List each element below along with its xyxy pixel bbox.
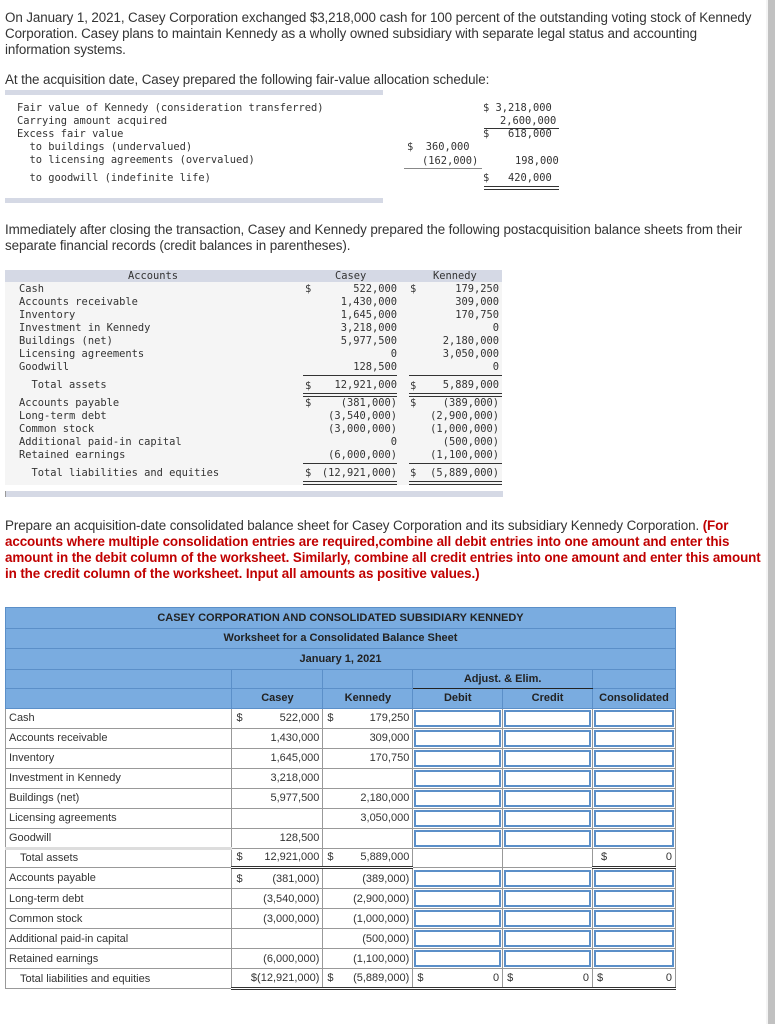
schedule-amount: $ 360,000	[407, 141, 470, 153]
investment-consolidated-input[interactable]	[594, 770, 674, 787]
row-label: Goodwill	[6, 828, 232, 848]
worksheet-row-accounts-receivable	[6, 728, 676, 748]
inventory-credit-input[interactable]	[504, 750, 591, 767]
retained-earnings-debit-input[interactable]	[414, 950, 501, 967]
row-label: Investment in Kennedy	[6, 768, 232, 788]
casey-value: (3,540,000)	[328, 410, 397, 422]
casey-value: 522,000	[353, 283, 397, 295]
schedule-label: Carrying amount acquired	[17, 115, 168, 127]
apic-credit-input[interactable]	[504, 930, 591, 947]
worksheet-row-long-term-debt	[6, 889, 676, 909]
consolidation-worksheet	[5, 607, 676, 990]
schedule-amount: 2,600,000	[500, 115, 557, 127]
licensing-consolidated-input[interactable]	[594, 810, 674, 827]
column-header-debit: Debit	[413, 689, 503, 709]
row-label: Common stock	[6, 909, 232, 929]
worksheet-row-common-stock	[6, 909, 676, 929]
worksheet-row-cash	[6, 708, 676, 728]
column-header-casey: Casey	[232, 689, 323, 709]
worksheet-row-apic	[6, 929, 676, 949]
row-label: Cash	[6, 708, 232, 728]
dollar-sign: $	[236, 851, 243, 864]
schedule-amount: (162,000)	[422, 155, 479, 167]
dollar-sign: $	[327, 712, 334, 725]
kennedy-value: (500,000)	[442, 436, 499, 448]
casey-value: 1,645,000	[340, 309, 397, 321]
total-assets-consolidated: 0	[665, 851, 672, 864]
accounts-payable-credit-input[interactable]	[504, 870, 591, 887]
schedule-amount: $ 3,218,000	[483, 102, 552, 114]
casey-value: (6,000,000)	[328, 449, 397, 461]
casey-value: $(12,921,000)	[232, 969, 323, 989]
dollar-sign: $	[305, 283, 312, 295]
kennedy-column	[410, 283, 499, 480]
casey-value: 0	[390, 348, 397, 360]
inventory-debit-input[interactable]	[414, 750, 501, 767]
dollar-sign: $	[305, 467, 312, 479]
kennedy-value: (1,100,000)	[430, 449, 499, 461]
schedule-amount: $ 618,000	[483, 128, 552, 140]
accounts-receivable-debit-input[interactable]	[414, 730, 501, 747]
buildings-consolidated-input[interactable]	[594, 790, 674, 807]
column-header-kennedy: Kennedy	[433, 270, 477, 282]
kennedy-value: (500,000)	[323, 929, 413, 949]
worksheet-row-inventory	[6, 748, 676, 768]
kennedy-value	[323, 768, 413, 788]
row-label: Accounts payable	[6, 868, 232, 889]
casey-value: 12,921,000	[264, 851, 320, 864]
worksheet-row-licensing-agreements	[6, 808, 676, 828]
inventory-consolidated-input[interactable]	[594, 750, 674, 767]
investment-debit-input[interactable]	[414, 770, 501, 787]
kennedy-value: 5,889,000	[442, 379, 499, 391]
kennedy-value: (1,100,000)	[323, 949, 413, 969]
casey-value: 5,977,500	[232, 788, 323, 808]
common-stock-credit-input[interactable]	[504, 910, 591, 927]
apic-debit-input[interactable]	[414, 930, 501, 947]
schedule-label: Fair value of Kennedy (consideration transferred)	[17, 102, 324, 114]
total-liabilities-consolidated: 0	[665, 972, 672, 985]
schedule-amount: $ 420,000	[483, 172, 552, 184]
worksheet-date: January 1, 2021	[6, 649, 676, 670]
dollar-sign: $	[410, 397, 417, 409]
accounts-payable-consolidated-input[interactable]	[594, 870, 674, 887]
casey-value: (3,540,000)	[232, 889, 323, 909]
account-label: Additional paid-in capital	[19, 436, 182, 448]
schedule-label: to goodwill (indefinite life)	[17, 172, 211, 184]
balance-sheet-intro: Immediately after closing the transaction, Casey and Kennedy prepared the following postacquisition balance sheets from their separate financial records (credit balances in parentheses).	[5, 222, 743, 253]
goodwill-consolidated-input[interactable]	[594, 830, 674, 847]
apic-consolidated-input[interactable]	[594, 930, 674, 947]
casey-value	[232, 808, 323, 828]
account-label: Long-term debt	[19, 410, 107, 422]
dollar-sign: $	[236, 872, 243, 885]
worksheet-row-accounts-payable	[6, 868, 676, 889]
casey-value: (3,000,000)	[328, 423, 397, 435]
kennedy-value: (2,900,000)	[430, 410, 499, 422]
balance-sheet-footer-bar	[5, 491, 503, 497]
casey-value: 1,430,000	[232, 728, 323, 748]
kennedy-value: 2,180,000	[442, 335, 499, 347]
adjust-elim-header: Adjust. & Elim.	[413, 669, 593, 689]
dollar-sign: $	[600, 851, 608, 864]
casey-value: 3,218,000	[232, 768, 323, 788]
worksheet-row-retained-earnings	[6, 949, 676, 969]
casey-value: (6,000,000)	[232, 949, 323, 969]
row-label: Licensing agreements	[6, 808, 232, 828]
casey-value: 0	[390, 436, 397, 448]
accounts-receivable-consolidated-input[interactable]	[594, 730, 674, 747]
cash-debit-input[interactable]	[414, 710, 501, 727]
account-label: Total liabilities and equities	[19, 467, 220, 479]
schedule-label: Excess fair value	[17, 128, 124, 140]
row-label: Total assets	[6, 848, 232, 868]
account-label: Accounts receivable	[19, 296, 138, 308]
worksheet-title: CASEY CORPORATION AND CONSOLIDATED SUBSIDIARY KENNEDY	[6, 608, 676, 629]
long-term-debt-credit-input[interactable]	[504, 890, 591, 907]
casey-value: (12,921,000)	[321, 467, 397, 479]
row-label: Long-term debt	[6, 889, 232, 909]
casey-value	[232, 929, 323, 949]
dollar-sign: $	[417, 972, 424, 985]
fair-value-schedule	[5, 90, 383, 200]
kennedy-value: 179,250	[455, 283, 499, 295]
retained-earnings-credit-input[interactable]	[504, 950, 591, 967]
column-header-consolidated: Consolidated	[592, 689, 675, 709]
licensing-credit-input[interactable]	[504, 810, 591, 827]
accounts-receivable-credit-input[interactable]	[504, 730, 591, 747]
schedule-label: to licensing agreements (overvalued)	[17, 154, 255, 166]
worksheet-row-goodwill	[6, 828, 676, 848]
dollar-sign: $	[327, 851, 334, 864]
kennedy-value: 179,250	[369, 712, 410, 725]
account-label: Total assets	[19, 379, 107, 391]
cash-credit-input[interactable]	[504, 710, 591, 727]
kennedy-value: (389,000)	[323, 868, 413, 889]
kennedy-value: (5,889,000)	[353, 972, 410, 985]
account-label: Inventory	[19, 309, 76, 321]
kennedy-value: 309,000	[455, 296, 499, 308]
row-label: Buildings (net)	[6, 788, 232, 808]
kennedy-value: (1,000,000)	[430, 423, 499, 435]
column-header-credit: Credit	[503, 689, 593, 709]
column-header-accounts: Accounts	[128, 270, 179, 282]
retained-earnings-consolidated-input[interactable]	[594, 950, 674, 967]
kennedy-value: 309,000	[323, 728, 413, 748]
kennedy-value: 170,750	[323, 748, 413, 768]
worksheet-row-total-liabilities-equities	[6, 969, 676, 989]
common-stock-debit-input[interactable]	[414, 910, 501, 927]
kennedy-value: (389,000)	[442, 397, 499, 409]
kennedy-value: 2,180,000	[323, 788, 413, 808]
task-text: Prepare an acquisition-date consolidated balance sheet for Casey Corporation and its subsidiary Kennedy Corporation.	[5, 518, 700, 533]
cash-consolidated-input[interactable]	[594, 710, 674, 727]
row-label: Accounts receivable	[6, 728, 232, 748]
casey-value: (3,000,000)	[232, 909, 323, 929]
column-header-casey: Casey	[335, 270, 367, 282]
worksheet-row-total-assets	[6, 848, 676, 868]
goodwill-debit-input[interactable]	[414, 830, 501, 847]
kennedy-value: 5,889,000	[360, 851, 410, 864]
kennedy-value: 3,050,000	[323, 808, 413, 828]
dollar-sign: $	[305, 380, 312, 392]
column-header-kennedy: Kennedy	[323, 689, 413, 709]
casey-value: (381,000)	[272, 872, 320, 885]
schedule-label: to buildings (undervalued)	[17, 141, 193, 153]
common-stock-consolidated-input[interactable]	[594, 910, 674, 927]
account-label: Retained earnings	[19, 449, 126, 461]
kennedy-value: 0	[492, 361, 499, 373]
schedule-intro: At the acquisition date, Casey prepared the following fair-value allocation schedule:	[5, 72, 490, 87]
accounts-payable-debit-input[interactable]	[414, 870, 501, 887]
worksheet-subtitle: Worksheet for a Consolidated Balance Sheet	[6, 628, 676, 649]
worksheet-row-buildings	[6, 788, 676, 808]
dollar-sign: $	[507, 972, 514, 985]
kennedy-value: (2,900,000)	[323, 889, 413, 909]
task-instruction: (For accounts where multiple consolidation entries are required,combine all debit entries into one amount and enter this amount in the debit column of the worksheet. Similarly, combine all credit entries into one amount and enter this amount in the credit column of the worksheet. Input all amounts as positive values.)	[5, 518, 761, 581]
row-label: Inventory	[6, 748, 232, 768]
kennedy-value: 0	[492, 322, 499, 334]
row-label: Additional paid-in capital	[6, 929, 232, 949]
dollar-sign: $	[596, 972, 604, 985]
kennedy-value	[323, 828, 413, 848]
account-label: Investment in Kennedy	[19, 322, 151, 334]
account-label: Accounts payable	[19, 397, 120, 409]
kennedy-value: 170,750	[455, 309, 499, 321]
row-label: Retained earnings	[6, 949, 232, 969]
casey-value: 12,921,000	[334, 379, 397, 391]
schedule-footer-bar	[5, 198, 383, 203]
dollar-sign: $	[410, 467, 417, 479]
kennedy-value: (5,889,000)	[430, 467, 499, 479]
dollar-sign: $	[327, 972, 334, 985]
casey-value: (381,000)	[340, 397, 397, 409]
goodwill-credit-input[interactable]	[504, 830, 591, 847]
total-credit: 0	[582, 972, 589, 985]
licensing-debit-input[interactable]	[414, 810, 501, 827]
casey-value: 3,218,000	[340, 322, 397, 334]
dollar-sign: $	[410, 380, 417, 392]
account-label: Cash	[19, 283, 45, 295]
schedule-amount: 198,000	[515, 155, 559, 167]
account-label: Buildings (net)	[19, 335, 113, 347]
row-label: Total liabilities and equities	[6, 969, 232, 989]
page-scrollbar[interactable]	[766, 0, 775, 1024]
task-paragraph	[5, 518, 765, 582]
account-label: Goodwill	[19, 361, 70, 373]
buildings-debit-input[interactable]	[414, 790, 501, 807]
schedule-header-bar	[5, 90, 383, 95]
account-label: Licensing agreements	[19, 348, 145, 360]
intro-paragraph: On January 1, 2021, Casey Corporation exchanged $3,218,000 cash for 100 percent of the outstanding voting stock of Kennedy Corporation. Casey plans to maintain Kennedy as a wholly owned subsidiary with separate legal status and accounting information systems.	[5, 10, 752, 57]
worksheet-row-investment-in-kennedy	[6, 768, 676, 788]
balance-sheet-header-bar	[5, 270, 502, 282]
account-label: Common stock	[19, 423, 95, 435]
casey-value: 128,500	[353, 361, 397, 373]
long-term-debt-consolidated-input[interactable]	[594, 890, 674, 907]
casey-value: 1,430,000	[340, 296, 397, 308]
casey-value: 128,500	[232, 828, 323, 848]
buildings-credit-input[interactable]	[504, 790, 591, 807]
kennedy-value: 3,050,000	[442, 348, 499, 360]
dollar-sign: $	[305, 397, 312, 409]
long-term-debt-debit-input[interactable]	[414, 890, 501, 907]
casey-column	[305, 283, 397, 480]
kennedy-value: (1,000,000)	[323, 909, 413, 929]
casey-value: 5,977,500	[340, 335, 397, 347]
dollar-sign: $	[236, 712, 243, 725]
casey-value: 522,000	[279, 712, 320, 725]
dollar-sign: $	[410, 283, 417, 295]
total-debit: 0	[493, 972, 500, 985]
investment-credit-input[interactable]	[504, 770, 591, 787]
casey-value: 1,645,000	[232, 748, 323, 768]
